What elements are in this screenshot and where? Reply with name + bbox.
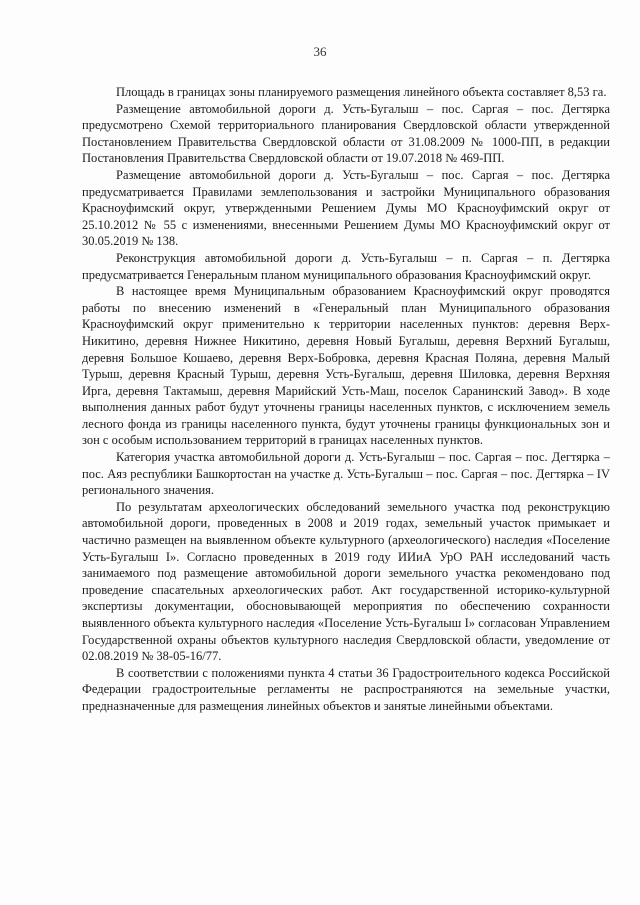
paragraph-archaeology: По результатам археологических обследований земельного участка под реконструкцию автомобильной дороги, проведенных в 2008 и 2019 годах, земельный участок примыкает и частично размещен на выявленном объекте культурного (археологического) наследия «Поселение Усть-Бугалыш I». Согласно проведенных в 2019 году ИИиА УрО РАН исследований часть занимаемого под размещение автомобильной дороги земельного участка рекомендовано под проведение спасательных археологических работ. Акт государственной историко-культурной экспертизы документации, обосновывающей мероприятия по обеспечению сохранности выявленного объекта культурного наследия «Поселение Усть-Бугалыш I» согласован Управлением Государственной охраны объектов культурного наследия Свердловской области, уведомление от 02.08.2019 № 38-05-16/77. [82,499,610,664]
paragraph-general-plan: Реконструкция автомобильной дороги д. Усть-Бугалыш – п. Саргая – п. Дегтярка предусматривается Генеральным планом муниципального образования Красноуфимский округ. [82,250,610,282]
paragraph-territorial-planning: Размещение автомобильной дороги д. Усть-Бугалыш – пос. Саргая – пос. Дегтярка предусмотрено Схемой территориального планирования Свердловской области утвержденной Постановлением Правительства Свердловской области от 31.08.2009 № 1000-ПП, в редакции Постановления Правительства Свердловской области от 19.07.2018 № 469-ПП. [82,101,610,166]
paragraph-area: Площадь в границах зоны планируемого размещения линейного объекта составляет 8,53 га. [116,85,607,99]
paragraph-general-plan-changes: В настоящее время Муниципальным образованием Красноуфимский округ проводятся работы по внесению изменений в «Генеральный план Муниципального образования Красноуфимский округ применительно к территории населенных пунктов: деревня Верх-Никитино, деревня Нижнее Никитино, деревня Новый Бугалыш, деревня Верхний Бугалыш, деревня Большое Кошаево, деревня Верх-Бобровка, деревня Красная Поляна, деревня Малый Турыш, деревня Красный Турыш, деревня Усть-Бугалыш, деревня Шиловка, деревня Верхняя Ирга, деревня Тактамыш, деревня Марийский Усть-Маш, поселок Саранинский Завод». В ходе выполнения данных работ будут уточнены границы населенных пунктов, с исключением земель лесного фонда из границы населенного пункта, будут уточнены границы функциональных зон и зон с особым использованием территорий в границах населенных пунктов. [82,284,610,448]
page-number: 36 [313,44,327,59]
paragraph-urban-regulations: В соответствии с положениями пункта 4 статьи 36 Градостроительного кодекса Российской Федерации градостроительные регламенты не распространяются на земельные участки, предназначенные для размещения линейных объектов и занятые линейными объектами. [82,665,610,713]
paragraph-road-category: Категория участка автомобильной дороги д. Усть-Бугалыш – пос. Саргая – пос. Дегтярка – пос. Аяз республики Башкортостан на участке д. Усть-Бугалыш – пос. Саргая – пос. Дегтярка – IV регионального значения. [82,450,610,498]
paragraph-land-use-rules: Размещение автомобильной дороги д. Усть-Бугалыш – пос. Саргая – пос. Дегтярка предусматривается Правилами землепользования и застройки Муниципального образования Красноуфимский округ, утвержденными Решением Думы МО Красноуфимский округ от 25.10.2012 № 55 с изменениями, внесенными Решением Думы МО Красноуфимский округ от 30.05.2019 № 138. [82,167,610,249]
document-body [82,84,610,715]
